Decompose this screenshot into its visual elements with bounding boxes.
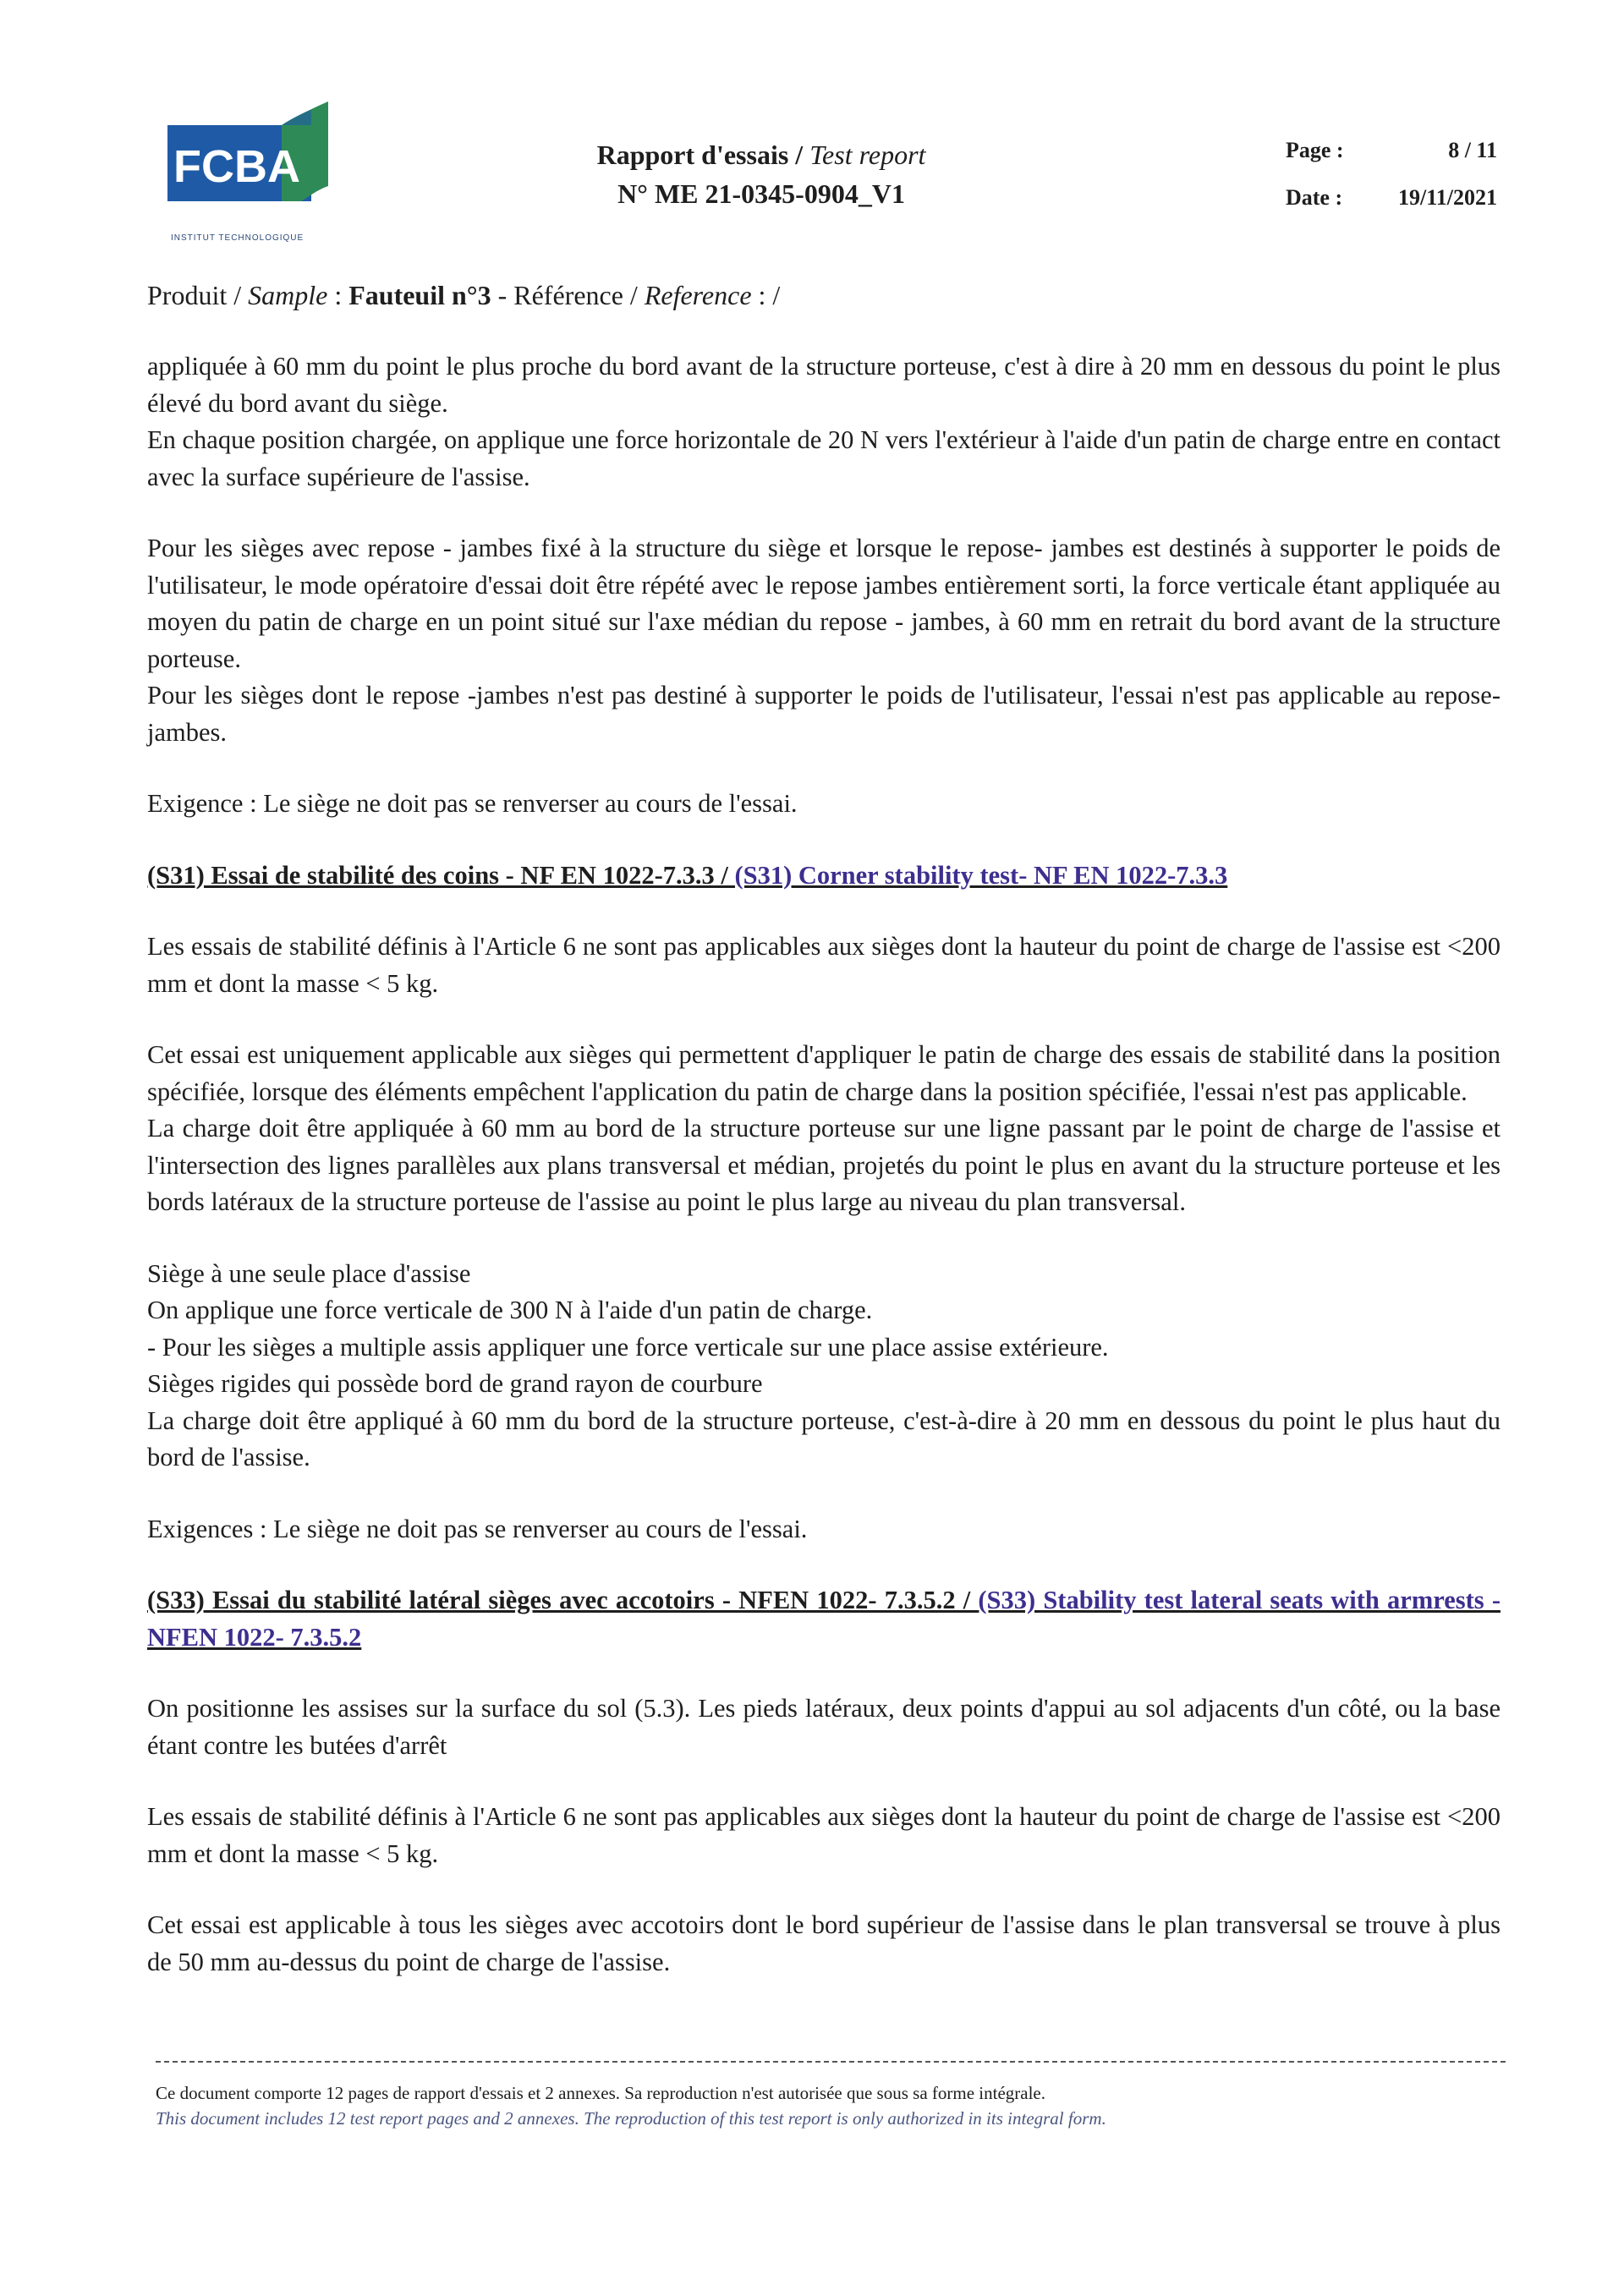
page-value: 8 / 11: [1448, 138, 1497, 162]
section-title-s31: (S31) Essai de stabilité des coins - NF EN 1022-7.3.3 / (S31) Corner stability test- NF EN 1022-7.3.3: [147, 860, 1228, 890]
paragraph: Les essais de stabilité définis à l'Article 6 ne sont pas applicables aux sièges dont la hauteur du point de charge de l'assise est <200 mm et dont la masse < 5 kg.: [147, 1802, 1501, 1868]
paragraph: Pour les sièges dont le repose -jambes n'est pas destiné à supporter le poids de l'utilisateur, l'essai n'est pas applicable au repose- jambes.: [147, 681, 1501, 747]
paragraph: Les essais de stabilité définis à l'Article 6 ne sont pas applicables aux sièges dont la hauteur du point de charge de l'assise est <200 mm et dont la masse < 5 kg.: [147, 932, 1501, 998]
product-line: Produit / Sample : Fauteuil n°3 - Référence / Reference : /: [147, 280, 781, 310]
report-title: Rapport d'essais / Test report: [596, 140, 926, 170]
paragraph: On applique une force verticale de 300 N à l'aide d'un patin de charge.: [147, 1296, 873, 1324]
paragraph: Pour les sièges avec repose - jambes fixé à la structure du siège et lorsque le repose- jambes est destinés à supporter le poids de l'utilisateur, le mode opératoire d'essai doit être répété avec le repose jambes entièrement sorti, la force verticale étant appliquée au moyen du patin de charge en un point situé sur l'axe médian du repose - jambes, à 60 mm en retrait du bord avant de la structure porteuse.: [147, 534, 1501, 673]
date-value: 19/11/2021: [1397, 185, 1497, 210]
footer-en: This document includes 12 test report pages and 2 annexes. The reproduction of this test report is only authorized in its integral form.: [156, 2108, 1106, 2129]
paragraph: La charge doit être appliquée à 60 mm au bord de la structure porteuse sur une ligne passant par le point de charge de l'assise et l'intersection des lignes parallèles aux plans transversal et médian, projetés du point le plus en avant du la structure porteuse et les bords latéraux de la structure porteuse de l'assise au point le plus large au niveau du plan transversal.: [147, 1114, 1501, 1216]
logo-subtitle: INSTITUT TECHNOLOGIQUE: [171, 233, 304, 243]
product-name: Fauteuil n°3: [348, 280, 491, 310]
report-header: [524, 135, 998, 213]
date-label: Date :: [1286, 185, 1343, 210]
paragraph: Siège à une seule place d'assise: [147, 1258, 471, 1288]
paragraph: En chaque position chargée, on applique une force horizontale de 20 N vers l'extérieur à l'aide d'un patin de charge entre en contact avec la surface supérieure de l'assise.: [147, 425, 1501, 491]
body-text: [147, 348, 1501, 1981]
paragraph: La charge doit être appliqué à 60 mm du bord de la structure porteuse, c'est-à-dire à 20 mm en dessous du point le plus haut du bord de l'assise.: [147, 1406, 1501, 1471]
paragraph: Sièges rigides qui possède bord de grand rayon de courbure: [147, 1369, 763, 1398]
page-label: Page :: [1286, 138, 1344, 162]
meta-labels: [1286, 127, 1344, 222]
logo-text: FCBA: [173, 141, 300, 192]
requirement: Exigence : Le siège ne doit pas se renverser au cours de l'essai.: [147, 789, 798, 818]
paragraph: appliquée à 60 mm du point le plus proche du bord avant de la structure porteuse, c'est à dire à 20 mm en dessous du point le plus élevé du bord avant du siège.: [147, 352, 1501, 418]
paragraph: Cet essai est uniquement applicable aux sièges qui permettent d'appliquer le patin de charge des essais de stabilité dans la position spécifiée, lorsque des éléments empêchent l'application du patin de charge dans la position spécifiée, l'essai n'est pas applicable.: [147, 1040, 1501, 1106]
section-title-s33: (S33) Essai du stabilité latéral sièges avec accotoirs - NFEN 1022- 7.3.5.2 / (S33) Stability test lateral seats with armrests - NFEN 1022- 7.3.5.2: [147, 1586, 1501, 1652]
report-number: N° ME 21-0345-0904_V1: [617, 178, 905, 209]
footer-fr: Ce document comporte 12 pages de rapport d'essais et 2 annexes. Sa reproduction n'est autorisée que sous sa forme intégrale.: [156, 2083, 1045, 2103]
fcba-logo: [167, 101, 337, 249]
requirement: Exigences : Le siège ne doit pas se renverser au cours de l'essai.: [147, 1514, 808, 1543]
footer: [156, 2080, 1506, 2131]
paragraph: - Pour les sièges a multiple assis appliquer une force verticale sur une place assise extérieure.: [147, 1332, 1109, 1362]
paragraph: Cet essai est applicable à tous les sièges avec accotoirs dont le bord supérieur de l'assise dans le plan transversal se trouve à plus de 50 mm au-dessus du point de charge de l'assise.: [147, 1910, 1501, 1976]
paragraph: On positionne les assises sur la surface du sol (5.3). Les pieds latéraux, deux points d'appui au sol adjacents d'un côté, ou la base étant contre les butées d'arrêt: [147, 1694, 1501, 1760]
footer-divider: [156, 2061, 1506, 2063]
logo-graphic: [167, 101, 337, 228]
meta-values: [1387, 127, 1497, 222]
